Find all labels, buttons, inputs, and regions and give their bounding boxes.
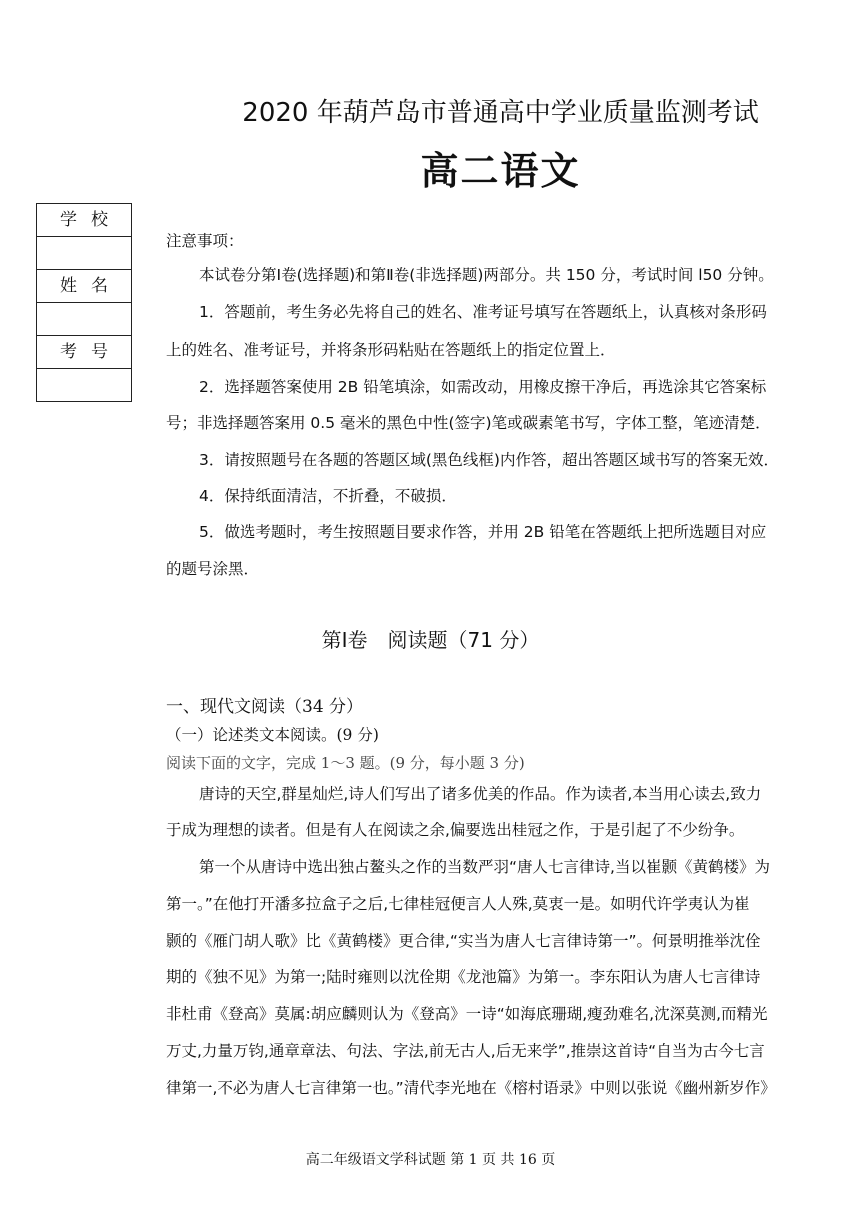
name-field [37, 303, 131, 336]
passage-line: 第一。”在他打开潘多拉盒子之后,七律桂冠便言人人殊,莫衷一是。如明代许学夷认为崔 [166, 895, 750, 913]
number-label: 考号 [37, 336, 131, 369]
passage-line: 万丈,力量万钧,通章章法、句法、字法,前无古人,后无来学”,推崇这首诗“自当为古今七言 [166, 1042, 765, 1060]
passage-line: 唐诗的天空,群星灿烂,诗人们写出了诸多优美的作品。作为读者,本当用心读去,致力 [199, 785, 762, 803]
passage-line: 期的《独不见》为第一;陆时雍则以沈佺期《龙池篇》为第一。李东阳认为唐人七言律诗 [166, 968, 761, 986]
passage-line: 律第一,不必为唐人七言律第一也。”清代李光地在《榕村语录》中则以张说《幽州新岁作》 [166, 1079, 776, 1097]
passage-line: 颢的《雁门胡人歌》比《黄鹤楼》更合律,“实当为唐人七言律诗第一”。何景明推举沈佺 [166, 932, 761, 950]
exam-title: 2020 年葫芦岛市普通高中学业质量监测考试 [242, 98, 759, 128]
number-field [37, 369, 131, 402]
notes-line: 1．答题前，考生务必先将自己的姓名、准考证号填写在答题纸上，认真核对条形码 [199, 303, 767, 321]
passage-line: 第一个从唐诗中选出独占鳌头之作的当数严羽“唐人七言律诗,当以崔颢《黄鹤楼》为 [199, 858, 770, 876]
passage-line: 非杜甫《登高》莫属:胡应麟则认为《登高》一诗“如海底珊瑚,瘦劲难名,沈深莫测,而精光 [166, 1005, 768, 1023]
part-heading: 一、现代文阅读（34 分） [166, 697, 364, 717]
reading-instruction: 阅读下面的文字，完成 1～3 题。(9 分，每小题 3 分) [166, 754, 525, 772]
notes-line: 的题号涂黑． [166, 560, 260, 578]
notes-line: 号；非选择题答案用 0.5 毫米的黑色中性(签字)笔或碳素笔书写，字体工整，笔迹清楚． [166, 414, 771, 432]
subpart-heading: （一）论述类文本阅读。(9 分) [166, 726, 379, 744]
student-info-box [36, 203, 132, 402]
notes-line: 3．请按照题号在各题的答题区域(黑色线框)内作答，超出答题区域书写的答案无效． [199, 451, 779, 469]
notes-line: 上的姓名、准考证号，并将条形码粘贴在答题纸上的指定位置上． [166, 341, 616, 359]
section-title: 第Ⅰ卷 阅读题（71 分） [321, 628, 540, 652]
notes-heading: 注意事项： [166, 232, 244, 250]
subject-title: 高二语文 [420, 149, 581, 193]
notes-line: 5．做选考题时，考生按照题目要求作答，并用 2B 铅笔在答题纸上把所选题目对应 [199, 523, 767, 541]
notes-line: 本试卷分第Ⅰ卷(选择题)和第Ⅱ卷(非选择题)两部分。共 150 分，考试时间 l50 分钟。 [199, 266, 774, 284]
school-label: 学校 [37, 204, 131, 237]
name-label: 姓名 [37, 270, 131, 303]
notes-line: 2．选择题答案使用 2B 铅笔填涂，如需改动，用橡皮擦干净后，再选涂其它答案标 [199, 378, 767, 396]
school-field [37, 237, 131, 270]
passage-line: 于成为理想的读者。但是有人在阅读之余,偏要选出桂冠之作，于是引起了不少纷争。 [166, 821, 745, 839]
page-footer: 高二年级语文学科试题 第 1 页 共 16 页 [305, 1152, 556, 1168]
notes-line: 4．保持纸面清洁，不折叠，不破损． [199, 487, 457, 505]
